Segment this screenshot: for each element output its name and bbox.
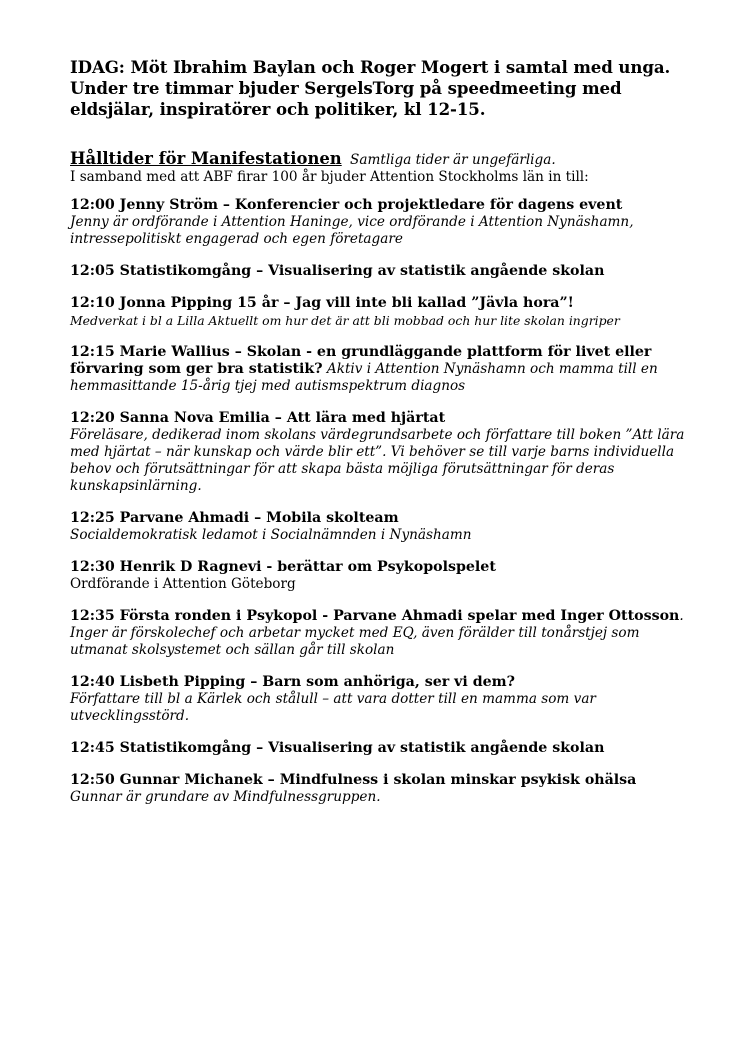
schedule-item-1235 [70,608,686,659]
headline: IDAG: Möt Ibrahim Baylan och Roger Mogert i samtal med unga. Under tre timmar bjuder SergelsTorg på speedmeeting med eldsjälar, inspiratörer och politiker, kl 12-15. [70,57,671,119]
item-title: 12:20 Sanna Nova Emilia – Att lära med hjärtat [70,410,446,426]
item-description: Gunnar är grundare av Mindfulnessgruppen. [70,789,381,805]
schedule-item-1230 [70,559,686,593]
item-title: 12:45 Statistikomgång – Visualisering av statistik angående skolan [70,740,605,756]
item-description: Aktiv i Attention Nynäshamn och mamma till en hemmasittande 15-årig tjej med autismspektrum diagnos [70,361,658,394]
item-description: Socialdemokratisk ledamot i Socialnämnden i Nynäshamn [70,527,472,543]
schedule-item-1245 [70,740,686,757]
section-intro: I samband med att ABF firar 100 år bjuder Attention Stockholms län in till: [70,169,589,185]
schedule-item-1210 [70,295,686,329]
item-description: . Inger är förskolechef och arbetar mycket med EQ, även förälder till tonårstjej som utmanat skolsystemet och sällan går till skolan [70,608,684,658]
item-title: 12:05 Statistikomgång – Visualisering av statistik angående skolan [70,263,605,279]
item-description: Medverkat i bl a Lilla Aktuellt om hur det är att bli mobbad och hur lite skolan ingriper [70,313,620,328]
schedule-item-1240 [70,674,686,725]
item-title: 12:50 Gunnar Michanek – Mindfulness i skolan minskar psykisk ohälsa [70,772,637,788]
item-description: Jenny är ordförande i Attention Haninge, vice ordförande i Attention Nynäshamn, intressepolitiskt engagerad och egen företagare [70,214,634,247]
item-title: 12:00 Jenny Ström – Konferencier och projektledare för dagens event [70,197,623,213]
schedule-item-1220 [70,410,686,495]
item-title: 12:15 Marie Wallius – Skolan - en grundläggande plattform för livet eller förvaring som ger bra statistik? [70,344,652,377]
section-heading [70,150,686,169]
section-note: Samtliga tider är ungefärliga. [350,152,556,168]
section-title: Hålltider för Manifestationen [70,149,342,168]
schedule-item-1200 [70,197,686,248]
item-title: 12:35 Första ronden i Psykopol - Parvane Ahmadi spelar med Inger Ottosson [70,608,680,624]
item-description: Ordförande i Attention Göteborg [70,576,296,592]
schedule-item-1250 [70,772,686,806]
schedule-item-1205 [70,263,686,280]
item-description: Författare till bl a Kärlek och stålull – att vara dotter till en mamma som var utvecklingsstörd. [70,691,596,724]
item-title: 12:10 Jonna Pipping 15 år – Jag vill inte bli kallad ”Jävla hora”! [70,295,574,311]
item-description: Föreläsare, dedikerad inom skolans värdegrundsarbete och författare till boken ”Att lära med hjärtat – när kunskap och värde blir ett”. Vi behöver se till varje barns individuella behov och förutsättningar för att skapa bästa möjliga förutsättningar för deras kunskapsinlärning. [70,427,685,494]
item-title: 12:30 Henrik D Ragnevi - berättar om Psykopolspelet [70,559,496,575]
item-title: 12:25 Parvane Ahmadi – Mobila skolteam [70,510,399,526]
schedule-item-1215 [70,344,686,395]
item-title: 12:40 Lisbeth Pipping – Barn som anhöriga, ser vi dem? [70,674,515,690]
schedule-item-1225 [70,510,686,544]
